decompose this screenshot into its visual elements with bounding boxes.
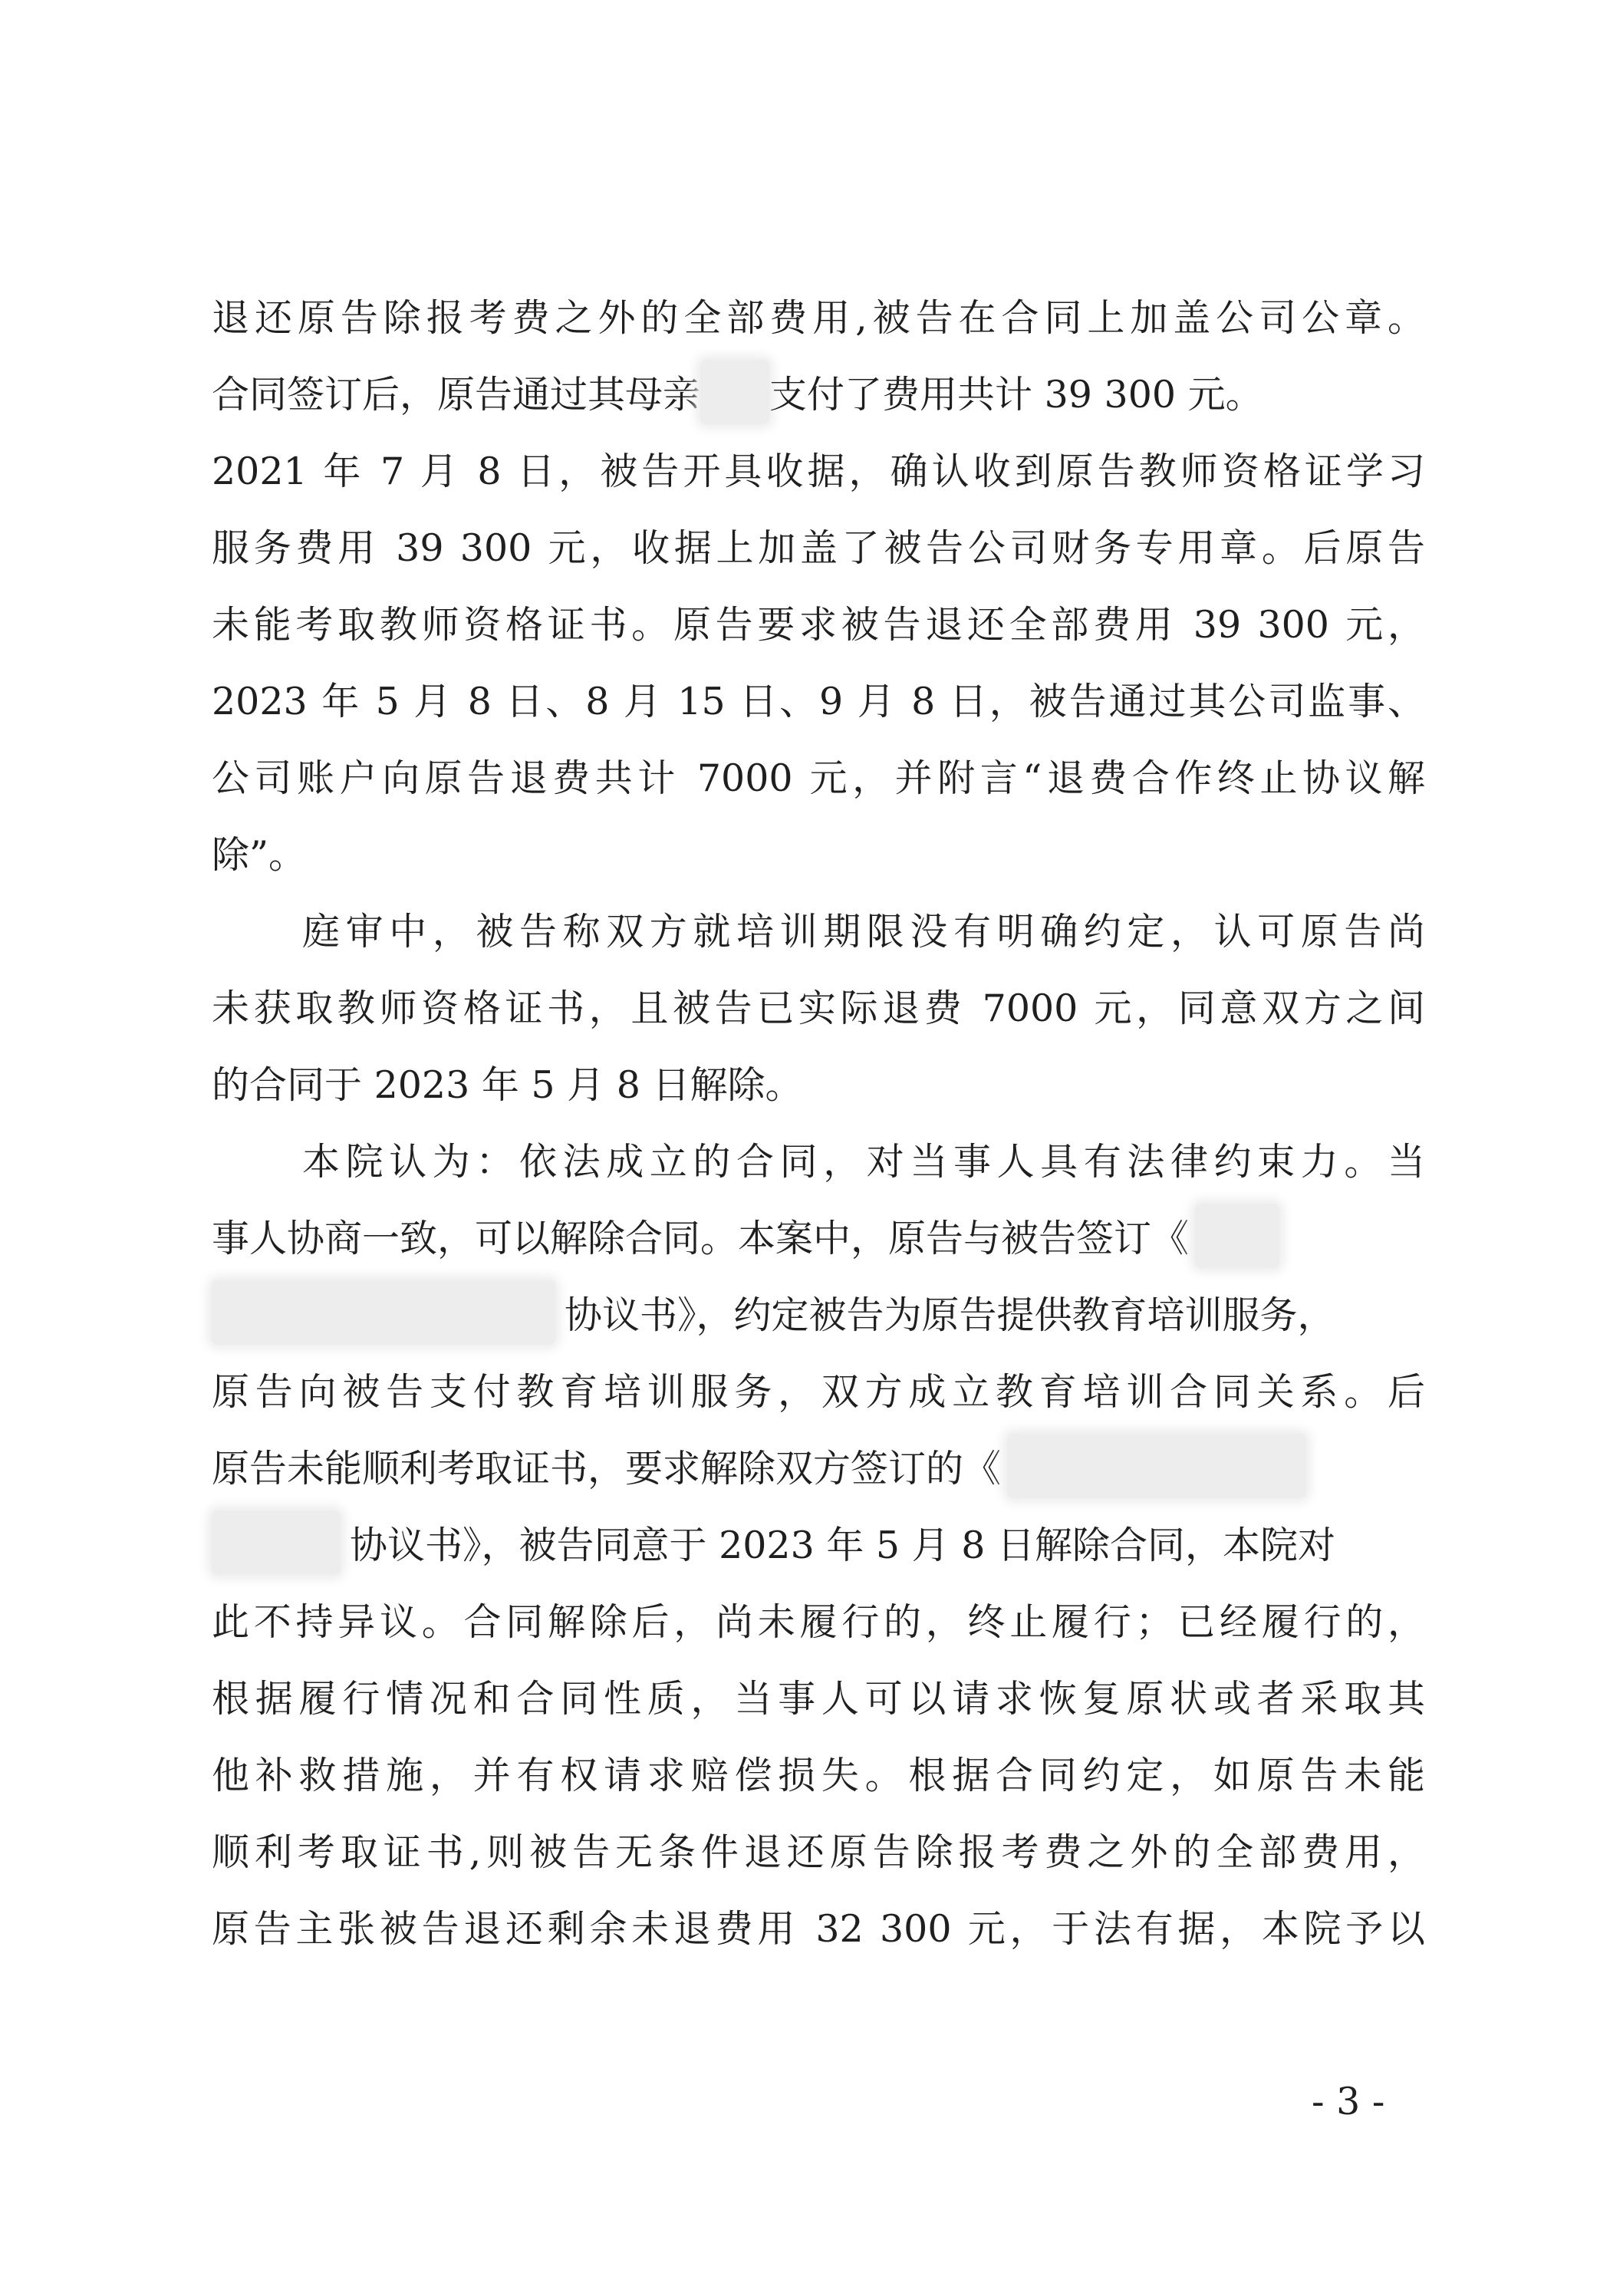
text-line: 除”。 (212, 833, 307, 877)
redacted-name (700, 360, 769, 424)
text-line: 退还原告除报考费之外的全部费用,被告在合同上加盖公司公章。 (212, 296, 1425, 340)
text-line: 未能考取教师资格证书。原告要求被告退还全部费用 39 300 元， (212, 603, 1425, 647)
text-line: 原告主张被告退还剩余未退费用 32 300 元，于法有据，本院予以 (212, 1907, 1425, 1951)
redacted-agreement-name (1195, 1204, 1279, 1268)
text-line: 公司账户向原告退费共计 7000 元，并附言“退费合作终止协议解 (212, 756, 1425, 800)
text-line: 2021 年 7 月 8 日，被告开具收据，确认收到原告教师资格证学习 (212, 450, 1425, 493)
text-line: 根据履行情况和合同性质，当事人可以请求恢复原状或者采取其 (212, 1677, 1425, 1721)
redacted-agreement-name (212, 1280, 555, 1345)
text-line (212, 1201, 1425, 1277)
paragraph-first-line: 本院认为：依法成立的合同，对当事人具有法律约束力。当 (302, 1140, 1425, 1184)
text-line: 2023 年 5 月 8 日、8 月 15 日、9 月 8 日，被告通过其公司监事、 (212, 680, 1425, 723)
text-segment: 协议书》，被告同意于 2023 年 5 月 8 日解除合同，本院对 (350, 1524, 1336, 1567)
text-line (212, 1507, 1425, 1584)
text-line: 服务费用 39 300 元，收据上加盖了被告公司财务专用章。后原告 (212, 526, 1425, 570)
redacted-agreement-name (1007, 1434, 1306, 1498)
text-line (212, 1277, 1425, 1354)
text-line: 的合同于 2023 年 5 月 8 日解除。 (212, 1063, 803, 1107)
page-number: - 3 - (1312, 2080, 1385, 2123)
text-line (212, 357, 1425, 433)
text-line (212, 1431, 1425, 1507)
text-line: 未获取教师资格证书，且被告已实际退费 7000 元，同意双方之间 (212, 987, 1425, 1030)
paragraph-first-line: 庭审中，被告称双方就培训期限没有明确约定，认可原告尚 (302, 910, 1425, 954)
text-segment: 事人协商一致，可以解除合同。本案中，原告与被告签订《 (212, 1217, 1190, 1260)
text-line: 此不持异议。合同解除后，尚未履行的，终止履行；已经履行的， (212, 1600, 1425, 1644)
text-line: 顺利考取证书,则被告无条件退还原告除报考费之外的全部费用， (212, 1830, 1425, 1874)
redacted-agreement-name (212, 1510, 341, 1575)
text-segment: 支付了费用共计 39 300 元。 (769, 373, 1263, 417)
text-segment: 合同签订后，原告通过其母亲 (212, 373, 701, 417)
text-segment: 协议书》，约定被告为原告提供教育培训服务， (565, 1293, 1335, 1337)
text-line: 原告向被告支付教育培训服务，双方成立教育培训合同关系。后 (212, 1370, 1425, 1414)
text-segment: 原告未能顺利考取证书，要求解除双方签订的《 (212, 1447, 1002, 1491)
text-line: 他补救措施，并有权请求赔偿损失。根据合同约定，如原告未能 (212, 1754, 1425, 1797)
